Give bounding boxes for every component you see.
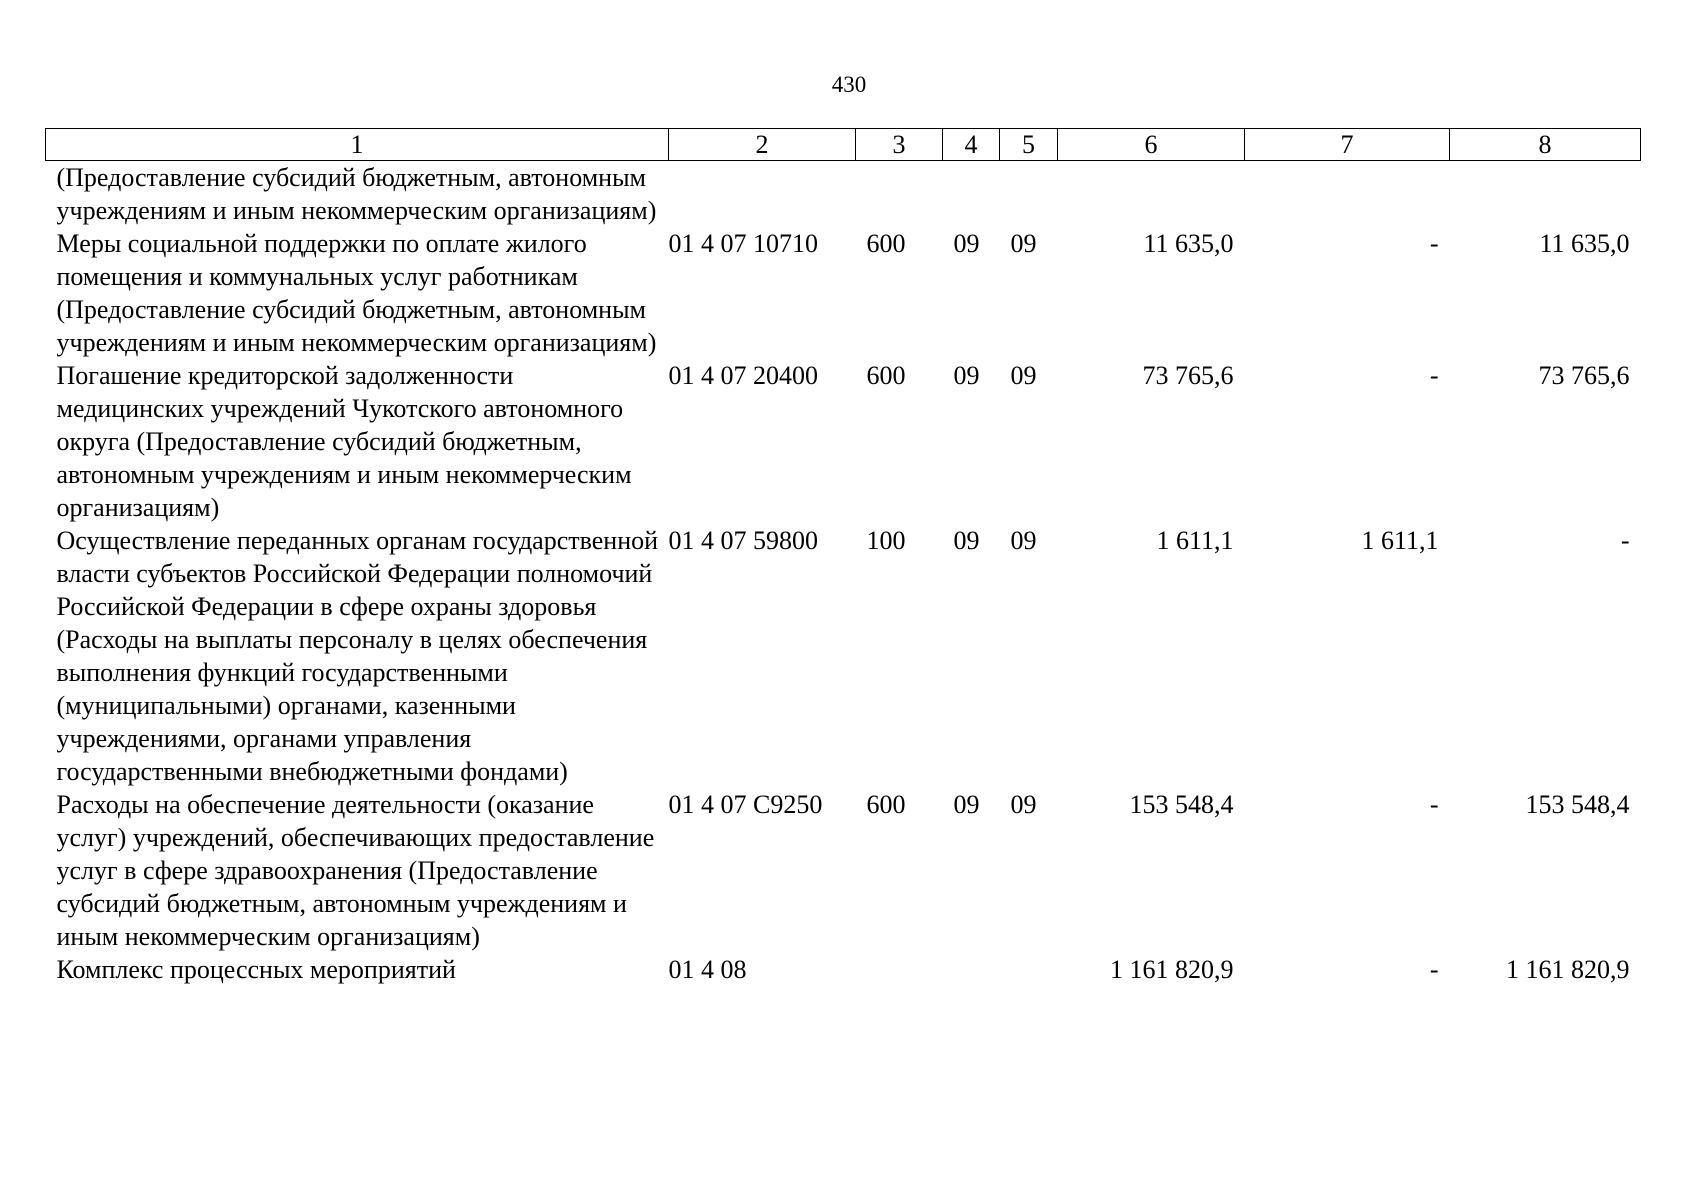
column-header: 5 — [1000, 129, 1058, 161]
row-amount-col8 — [1450, 161, 1641, 228]
row-code: 01 4 07 20400 — [668, 361, 818, 390]
row-section: 09 — [953, 526, 980, 555]
row-code: 01 4 07 10710 — [668, 229, 818, 258]
row-amount-col8: 153 548,4 — [1525, 790, 1630, 819]
table-header-row — [46, 129, 1641, 161]
table-row — [46, 953, 1641, 986]
row-expense-type: 600 — [866, 229, 906, 258]
row-expense-type: 600 — [866, 790, 906, 819]
column-header: 8 — [1450, 129, 1641, 161]
row-name: Расходы на обеспечение деятельности (оказание услуг) учреждений, обеспечивающих предоставление услуг в сфере здравоохранения (Предоставление субсидий бюджетным, автономным учреждениям и иным некоммерческим организациям) — [56, 790, 655, 951]
column-header: 4 — [943, 129, 1000, 161]
row-amount-col7: - — [1429, 229, 1439, 258]
row-amount-total: 1 611,1 — [1156, 526, 1234, 555]
column-header: 7 — [1245, 129, 1450, 161]
column-header: 2 — [669, 129, 856, 161]
row-name: Меры социальной поддержки по оплате жилого помещения и коммунальных услуг работникам (Предоставление субсидий бюджетным, автономным учреждениям и иным некоммерческим организациям) — [56, 229, 657, 357]
row-expense-type: 100 — [866, 526, 906, 555]
row-amount-col7: - — [1429, 790, 1439, 819]
row-amount-col7: 1 611,1 — [1361, 526, 1439, 555]
row-amount-col8: 1 161 820,9 — [1506, 955, 1630, 984]
row-section — [943, 953, 1000, 986]
row-amount-total — [1058, 161, 1245, 228]
row-code: 01 4 07 С9250 — [668, 790, 823, 819]
row-section: 09 — [953, 229, 980, 258]
row-expense-type: 600 — [866, 361, 906, 390]
row-subsection: 09 — [1010, 526, 1037, 555]
row-amount-col7: - — [1429, 361, 1439, 390]
table-row — [46, 524, 1641, 788]
row-code: 01 4 08 — [668, 955, 747, 984]
column-header: 3 — [856, 129, 943, 161]
row-expense-type — [856, 161, 943, 228]
row-name: Комплекс процессных мероприятий — [56, 955, 456, 984]
row-subsection: 09 — [1010, 229, 1037, 258]
row-amount-total: 11 635,0 — [1143, 229, 1234, 258]
table-row — [46, 788, 1641, 953]
row-section: 09 — [953, 361, 980, 390]
row-amount-total: 73 765,6 — [1142, 361, 1234, 390]
row-subsection: 09 — [1010, 361, 1037, 390]
row-subsection — [1000, 953, 1058, 986]
table-row — [46, 161, 1641, 228]
row-amount-col8: 73 765,6 — [1538, 361, 1630, 390]
row-amount-total: 153 548,4 — [1129, 790, 1234, 819]
row-amount-col8: 11 635,0 — [1539, 229, 1630, 258]
budget-table — [45, 128, 1641, 986]
column-header: 1 — [46, 129, 669, 161]
page-number: 430 — [831, 72, 867, 97]
row-amount-col7 — [1245, 161, 1450, 228]
row-code — [669, 161, 856, 228]
row-expense-type — [856, 953, 943, 986]
row-subsection: 09 — [1010, 790, 1037, 819]
row-name: Погашение кредиторской задолженности медицинских учреждений Чукотского автономного округа (Предоставление субсидий бюджетным, автономным учреждениям и иным некоммерческим организациям) — [56, 361, 632, 522]
row-name: (Предоставление субсидий бюджетным, автономным учреждениям и иным некоммерческим организациям) — [56, 163, 657, 225]
table-row — [46, 359, 1641, 524]
column-header: 6 — [1058, 129, 1245, 161]
table-row — [46, 227, 1641, 359]
row-section: 09 — [953, 790, 980, 819]
row-amount-col7: - — [1429, 955, 1439, 984]
row-amount-col8: - — [1620, 526, 1630, 555]
row-code: 01 4 07 59800 — [668, 526, 818, 555]
row-section — [943, 161, 1000, 228]
row-amount-total: 1 161 820,9 — [1110, 955, 1234, 984]
row-name: Осуществление переданных органам государственной власти субъектов Российской Федерации полномочий Российской Федерации в сфере охраны здоровья (Расходы на выплаты персоналу в целях обеспечения выполнения функций государственными (муниципальными) органами, казенными учреждениями, органами управления государственными внебюджетными фондами) — [56, 526, 659, 786]
row-subsection — [1000, 161, 1058, 228]
